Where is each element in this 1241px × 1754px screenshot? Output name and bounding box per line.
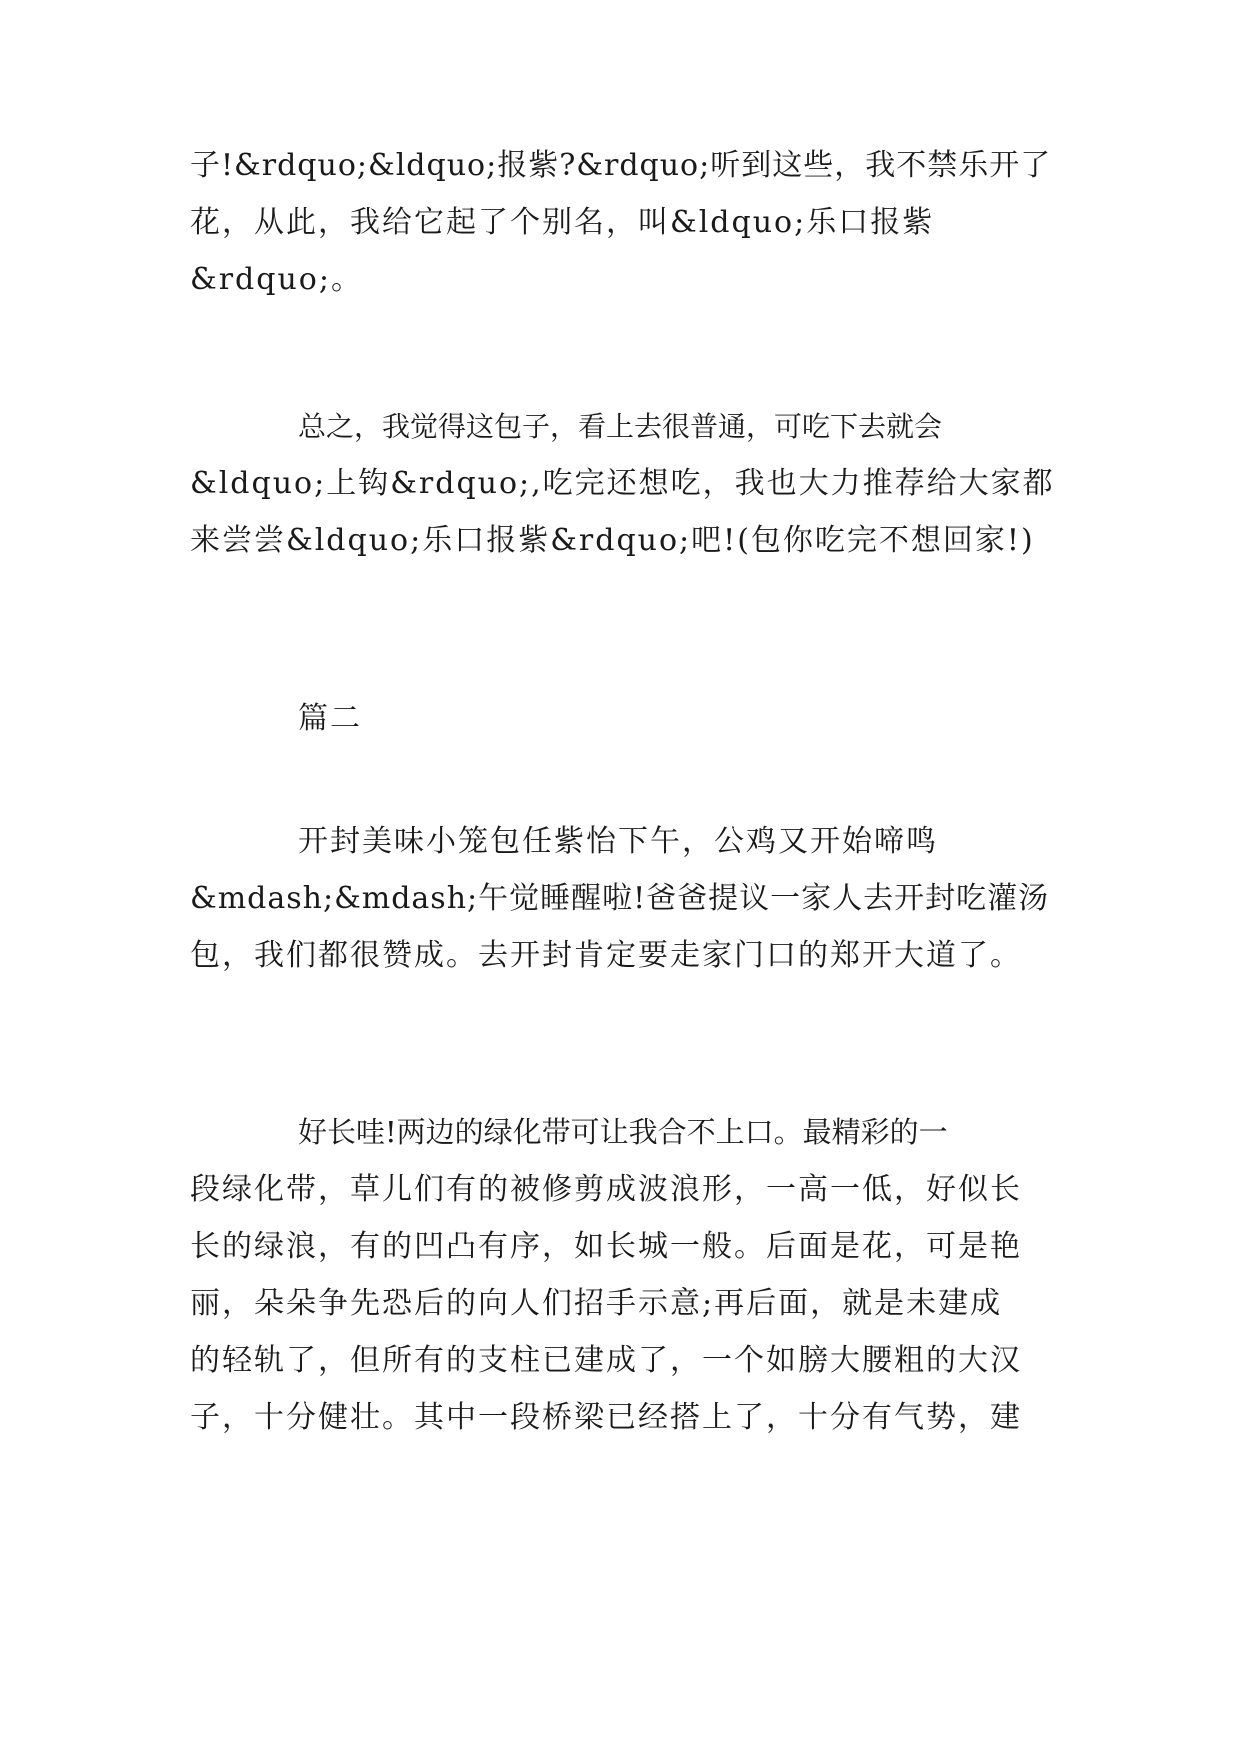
section-heading	[190, 690, 1062, 747]
text-line: 总之，我觉得这包子，看上去很普通，可吃下去就会	[298, 410, 943, 443]
paragraph-3	[190, 813, 1062, 984]
text-line: 好长哇!两边的绿化带可让我合不上口。最精彩的一	[298, 1115, 948, 1149]
paragraph-2	[190, 398, 1062, 569]
text-line: 的轻轨了，但所有的支柱已建成了，一个如膀大腰粗的大汉	[190, 1343, 1022, 1378]
text-line: 丽，朵朵争先恐后的向人们招手示意;再后面，就是未建成	[190, 1286, 1003, 1321]
text-line: &ldquo;上钩&rdquo;,吃完还想吃，我也大力推荐给大家都	[190, 466, 1055, 501]
paragraph-4	[190, 1104, 1062, 1446]
text-line: &rdquo;。	[190, 262, 363, 297]
text-line: 子!&rdquo;&ldquo;报紫?&rdquo;听到这些，我不禁乐开了	[190, 148, 1052, 183]
text-line: 花，从此，我给它起了个别名，叫&ldquo;乐口报紫	[190, 205, 935, 240]
text-line: 段绿化带，草儿们有的被修剪成波浪形，一高一低，好似长	[190, 1172, 1022, 1207]
text-line: 长的绿浪，有的凹凸有序，如长城一般。后面是花，可是艳	[190, 1229, 1022, 1264]
text-line: 开封美味小笼包任紫怡下午，公鸡又开始啼鸣	[298, 824, 938, 859]
paragraph-1	[190, 137, 1062, 308]
text-line: 子，十分健壮。其中一段桥梁已经搭上了，十分有气势，建	[190, 1400, 1022, 1435]
text-line: &mdash;&mdash;午觉睡醒啦!爸爸提议一家人去开封吃灌汤	[190, 881, 1050, 916]
text-line: 来尝尝&ldquo;乐口报紫&rdquo;吧!(包你吃完不想回家!)	[190, 523, 1035, 558]
text-line: 包，我们都很赞成。去开封肯定要走家门口的郑开大道了。	[190, 938, 1022, 973]
heading-text: 篇二	[298, 701, 362, 736]
